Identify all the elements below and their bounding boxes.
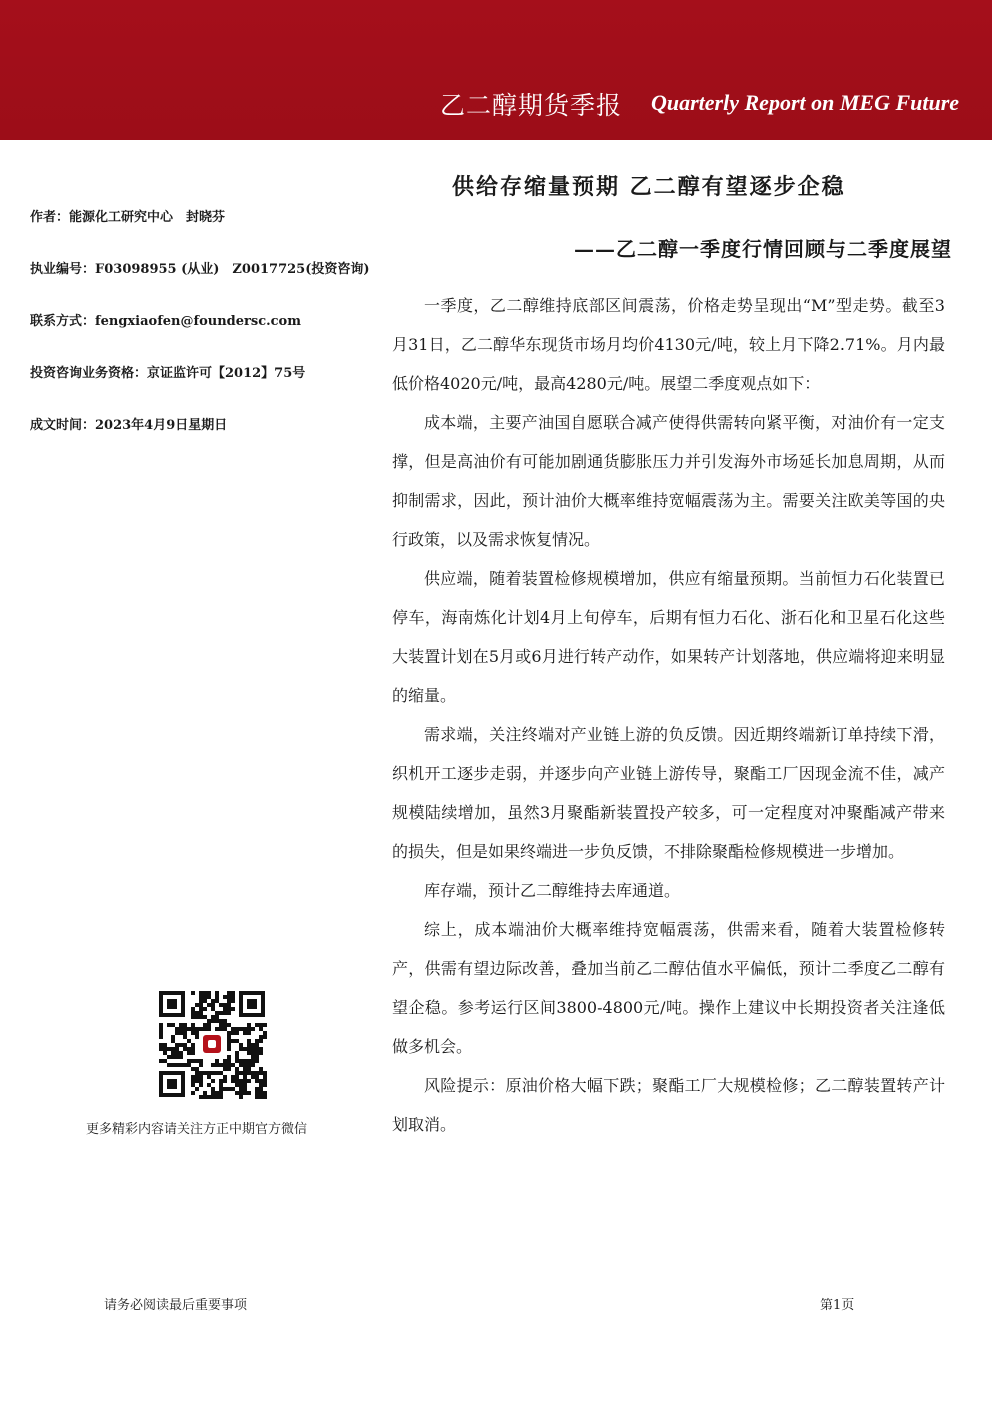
report-subtitle: ——乙二醇一季度行情回顾与二季度展望 [574, 237, 952, 261]
page-number: 第1页 [820, 1298, 855, 1313]
meta-license-number: 执业编号：F03098955 (从业) Z0017725(投资咨询) [30, 262, 370, 277]
report-title: 供给存缩量预期 乙二醇有望逐步企稳 [452, 174, 846, 200]
report-body [392, 286, 945, 1144]
report-series-title-en: Quarterly Report on MEG Future [651, 90, 960, 115]
meta-date: 成文时间：2023年4月9日星期日 [30, 418, 228, 433]
paragraph-overview: 一季度，乙二醇维持底部区间震荡，价格走势呈现出“M”型走势。截至3月31日，乙二醇华东现货市场月均价4130元/吨，较上月下降2.71%。月内最低价格4020元/吨，最高4280元/吨。展望二季度观点如下： [392, 296, 945, 393]
meta-qualification: 投资咨询业务资格：京证监许可【2012】75号 [30, 366, 306, 381]
wechat-qr-code-icon[interactable] [157, 989, 267, 1099]
meta-author: 作者：能源化工研究中心 封晓芬 [30, 210, 226, 225]
paragraph-supply: 供应端，随着装置检修规模增加，供应有缩量预期。当前恒力石化装置已停车，海南炼化计划4月上旬停车，后期有恒力石化、浙石化和卫星石化这些大装置计划在5月或6月进行转产动作，如果转产计划落地，供应端将迎来明显的缩量。 [392, 569, 945, 705]
header-banner [0, 0, 992, 140]
paragraph-demand: 需求端，关注终端对产业链上游的负反馈。因近期终端新订单持续下滑，织机开工逐步走弱，并逐步向产业链上游传导，聚酯工厂因现金流不佳，减产规模陆续增加，虽然3月聚酯新装置投产较多，可一定程度对冲聚酯减产带来的损失，但是如果终端进一步负反馈，不排除聚酯检修规模进一步增加。 [392, 725, 945, 861]
paragraph-cost: 成本端，主要产油国自愿联合减产使得供需转向紧平衡，对油价有一定支撑，但是高油价有可能加剧通货膨胀压力并引发海外市场延长加息周期，从而抑制需求，因此，预计油价大概率维持宽幅震荡为主。需要关注欧美等国的央行政策，以及需求恢复情况。 [392, 413, 945, 549]
paragraph-inventory: 库存端，预计乙二醇维持去库通道。 [424, 881, 681, 900]
paragraph-risk: 风险提示：原油价格大幅下跌；聚酯工厂大规模检修；乙二醇装置转产计划取消。 [392, 1076, 945, 1134]
paragraph-summary: 综上，成本端油价大概率维持宽幅震荡，供需来看，随着大装置检修转产，供需有望边际改善，叠加当前乙二醇估值水平偏低，预计二季度乙二醇有望企稳。参考运行区间3800-4800元/吨。操作上建议中长期投资者关注逢低做多机会。 [392, 920, 945, 1056]
qr-caption: 更多精彩内容请关注方正中期官方微信 [86, 1122, 308, 1137]
report-series-title-cn: 乙二醇期货季报 [440, 91, 623, 120]
meta-contact: 联系方式：fengxiaofen@foundersc.com [30, 314, 301, 329]
footer-notice: 请务必阅读最后重要事项 [104, 1298, 248, 1313]
